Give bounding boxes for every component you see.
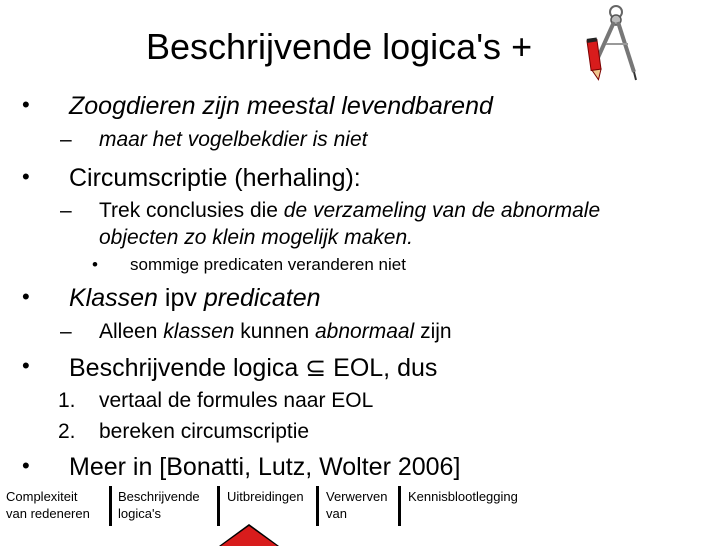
footer-nav-label: van redeneren <box>6 506 90 521</box>
subset-symbol: ⊆ <box>305 354 327 382</box>
footer-nav-label: logica's <box>118 506 161 521</box>
footer-divider <box>398 486 401 526</box>
footer-nav-label: Complexiteit <box>6 489 78 504</box>
sub-sub-bullet-marker: • <box>92 255 98 274</box>
footer-divider <box>217 486 220 526</box>
numbered-item-text: bereken circumscriptie <box>99 420 310 443</box>
sub-bullet-marker: – <box>60 199 72 222</box>
bullet-marker: • <box>22 92 30 117</box>
sub-bullet-text: Trek conclusies die de verzameling van de abnormale <box>99 199 601 222</box>
footer-divider <box>109 486 112 526</box>
footer-nav-label: Beschrijvende <box>118 489 200 504</box>
footer-nav-label: Verwerven <box>326 489 388 504</box>
bullet-text: Meer in [Bonatti, Lutz, Wolter 2006] <box>69 453 461 481</box>
bullet-text: Klassen ipv predicaten <box>69 284 321 312</box>
sub-bullet-text: Alleen klassen kunnen abnormaal zijn <box>99 320 452 343</box>
current-section-marker-icon <box>221 526 277 546</box>
footer-nav-item-uitbreidingen[interactable] <box>227 488 304 505</box>
bullet-marker: • <box>22 353 30 378</box>
bullet-marker: • <box>22 284 30 309</box>
footer-nav-item-complexiteit[interactable] <box>6 488 90 522</box>
footer-nav-item-beschrijvende-logicas[interactable] <box>118 488 200 522</box>
footer-nav-item-verwerven[interactable] <box>326 488 387 522</box>
sub-bullet-text: maar het vogelbekdier is niet <box>99 128 368 151</box>
footer-divider <box>316 486 319 526</box>
numbered-item-number: 2. <box>58 420 76 443</box>
footer-nav-label: Uitbreidingen <box>227 489 304 504</box>
sub-bullet-text-continued: objecten zo klein mogelijk maken. <box>99 226 413 249</box>
sub-bullet-marker: – <box>60 320 72 343</box>
footer-nav-label: Kennisblootlegging <box>408 489 518 504</box>
compass-pencil-icon <box>576 0 646 84</box>
sub-bullet-marker: – <box>60 128 72 151</box>
bullet-text: Circumscriptie (herhaling): <box>69 164 361 192</box>
bullet-text: Beschrijvende logica ⊆ EOL, dus <box>69 354 438 382</box>
numbered-item-number: 1. <box>58 389 76 412</box>
footer-nav-label: van <box>326 506 347 521</box>
bullet-text: Zoogdieren zijn meestal levendbarend <box>69 92 493 120</box>
page-title: Beschrijvende logica's + <box>146 26 533 67</box>
footer-nav-item-kennisblootlegging[interactable] <box>408 488 518 505</box>
bullet-marker: • <box>22 164 30 189</box>
bullet-marker: • <box>22 453 30 478</box>
sub-sub-bullet-text: sommige predicaten veranderen niet <box>130 255 406 274</box>
numbered-item-text: vertaal de formules naar EOL <box>99 389 374 412</box>
